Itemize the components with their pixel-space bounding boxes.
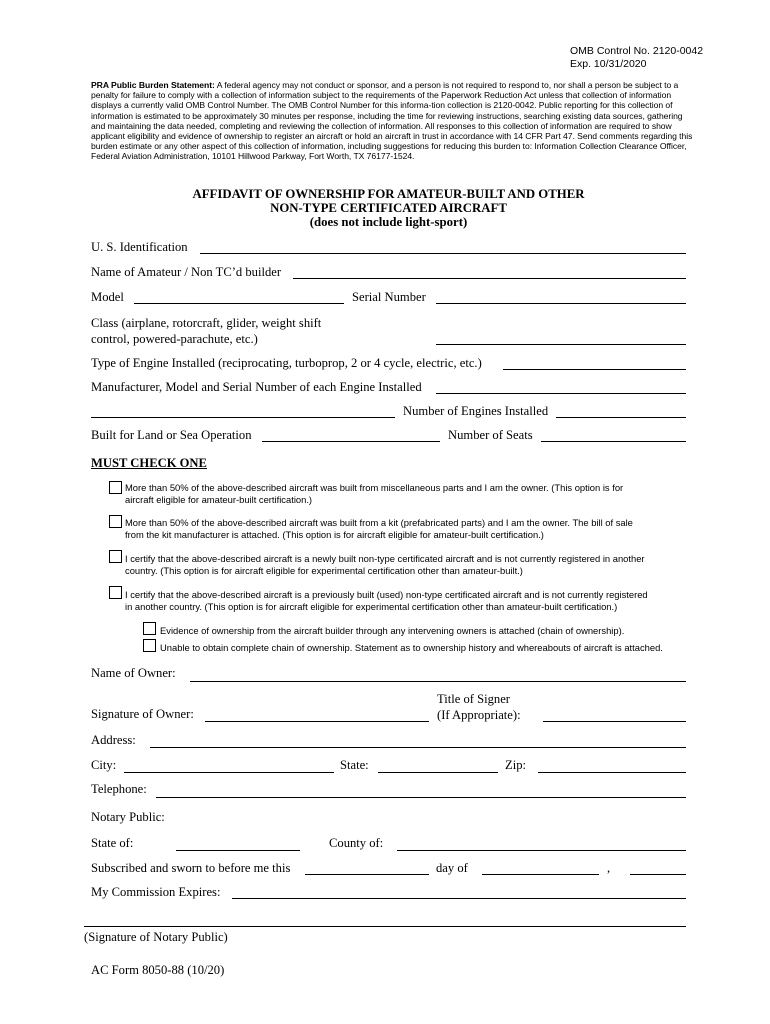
chain-of-ownership-text: Evidence of ownership from the aircraft builder through any intervening owners is attached (chain of ownership). [160, 625, 625, 636]
number-of-engines-label: Number of Engines Installed [403, 404, 549, 418]
notary-state-label: State of: [91, 836, 134, 850]
form-number: AC Form 8050-88 (10/20) [91, 963, 225, 977]
commission-expires-label: My Commission Expires: [91, 885, 221, 899]
number-of-engines-field[interactable] [556, 417, 686, 418]
notary-public-label: Notary Public: [91, 810, 165, 824]
incomplete-chain-checkbox[interactable] [143, 639, 156, 652]
builder-name-field[interactable] [293, 278, 686, 279]
option-1-line-2: aircraft eligible for amateur-built certification.) [125, 494, 313, 505]
zip-label: Zip: [505, 758, 526, 772]
day-of-label: day of [436, 861, 468, 875]
notary-state-field[interactable] [176, 850, 300, 851]
number-of-seats-field[interactable] [541, 441, 686, 442]
us-identification-label: U. S. Identification [91, 240, 188, 254]
pra-body: A federal agency may not conduct or sponsor, and a person is not required to respond to, nor shall a person be subject to a penalty for failure to comply with a collection of information subject to the requirements of the Paperwork Reduction Act unless that collection of information displays a currently valid OMB Control Number. The OMB Control Number for this informa-tion collection is 2120-0042. Public reporting for this collection of information is estimated to be approximately 30 minutes per response, including the time for reviewing instructions, searching existing data sources, gathering and maintaining the data needed, completing and reviewing the collection of information. All responses to this collection of information are required to show applicant eligibility and evidence of ownership to register an aircraft or hold an aircraft in trust in accordance with 14 CFR Part 47. Send comments regarding this burden estimate or any other aspect of this collection of information, including suggestions for reducing this burden to: Information Collection Clearance Officer, Federal Aviation Administration, 10101 Hillwood Parkway, Fort Worth, TX 76177-1524. [91, 80, 693, 162]
option-3-line-2: country. (This option is for aircraft eligible for experimental certification other than amateur-built.) [125, 565, 523, 576]
option-4-text [125, 589, 648, 613]
us-identification-field[interactable] [200, 253, 686, 254]
address-field[interactable] [150, 747, 686, 748]
builder-name-label: Name of Amateur / Non TC’d builder [91, 265, 282, 279]
title-line-2: NON-TYPE CERTIFICATED AIRCRAFT [270, 201, 507, 215]
title-of-signer-label: Title of Signer [437, 692, 511, 706]
option-3-text [125, 553, 645, 577]
option-2-checkbox[interactable] [109, 515, 122, 528]
owner-signature-label: Signature of Owner: [91, 707, 194, 721]
subscribed-day-field[interactable] [305, 874, 429, 875]
pra-statement [91, 80, 696, 162]
option-1-line-1: More than 50% of the above-described aircraft was built from miscellaneous parts and I am the owner. (This option is for [125, 482, 624, 493]
address-label: Address: [91, 733, 136, 747]
built-for-label: Built for Land or Sea Operation [91, 428, 252, 442]
option-2-line-2: from the kit manufacturer is attached. (This option is for aircraft eligible for amateur-built certification.) [125, 529, 544, 540]
city-field[interactable] [124, 772, 334, 773]
serial-number-label: Serial Number [352, 290, 426, 304]
omb-control-number: OMB Control No. 2120-0042 [570, 45, 704, 57]
option-1-text [125, 482, 623, 506]
engine-manufacturer-field[interactable] [436, 393, 686, 394]
commission-expires-field[interactable] [232, 898, 686, 899]
subscribed-label: Subscribed and sworn to before me this [91, 861, 291, 875]
engine-manufacturer-label: Manufacturer, Model and Serial Number of each Engine Installed [91, 380, 422, 394]
built-for-field[interactable] [262, 441, 440, 442]
if-appropriate-label: (If Appropriate): [437, 708, 521, 722]
notary-signature-line[interactable] [84, 926, 686, 927]
incomplete-chain-text: Unable to obtain complete chain of ownership. Statement as to ownership history and whereabouts of aircraft is attached. [160, 642, 663, 653]
owner-name-field[interactable] [190, 681, 686, 682]
chain-of-ownership-checkbox[interactable] [143, 622, 156, 635]
telephone-field[interactable] [156, 797, 686, 798]
title-of-signer-field[interactable] [543, 721, 686, 722]
state-label: State: [340, 758, 369, 772]
form-title [91, 187, 686, 229]
class-field[interactable] [436, 344, 686, 345]
number-of-seats-label: Number of Seats [448, 428, 533, 442]
owner-signature-field[interactable] [205, 721, 429, 722]
county-field[interactable] [397, 850, 686, 851]
state-field[interactable] [378, 772, 498, 773]
date-comma: , [607, 861, 611, 875]
option-3-checkbox[interactable] [109, 550, 122, 563]
option-4-line-2: in another country. (This option is for aircraft eligible for experimental certification other than amateur-built certification.) [125, 601, 618, 612]
city-label: City: [91, 758, 117, 772]
owner-name-label: Name of Owner: [91, 666, 176, 680]
notary-signature-label: (Signature of Notary Public) [84, 930, 228, 944]
engine-type-field[interactable] [503, 369, 686, 370]
omb-expiration: Exp. 10/31/2020 [570, 58, 647, 70]
title-line-3: (does not include light-sport) [309, 215, 468, 229]
omb-block [570, 45, 703, 71]
subscribed-month-field[interactable] [482, 874, 599, 875]
serial-number-field[interactable] [436, 303, 686, 304]
must-check-one-heading: MUST CHECK ONE [91, 456, 207, 470]
model-field[interactable] [134, 303, 344, 304]
option-2-text [125, 517, 633, 541]
subscribed-year-field[interactable] [630, 874, 686, 875]
engine-type-label: Type of Engine Installed (reciprocating, turboprop, 2 or 4 cycle, electric, etc.) [91, 356, 482, 370]
option-2-line-1: More than 50% of the above-described aircraft was built from a kit (prefabricated parts) and I am the owner. The bill of sale [125, 517, 633, 528]
model-label: Model [91, 290, 124, 304]
title-line-1: AFFIDAVIT OF OWNERSHIP FOR AMATEUR-BUILT AND OTHER [192, 187, 585, 201]
telephone-label: Telephone: [91, 782, 147, 796]
pra-heading: PRA Public Burden Statement: [91, 80, 215, 90]
class-label-line-2: control, powered-parachute, etc.) [91, 332, 258, 346]
option-3-line-1: I certify that the above-described aircraft is a newly built non-type certificated aircraft and is not currently registered in another [125, 553, 645, 564]
option-4-checkbox[interactable] [109, 586, 122, 599]
county-label: County of: [329, 836, 384, 850]
option-4-line-1: I certify that the above-described aircraft is a previously built (used) non-type certificated aircraft and is not currently registered [125, 589, 648, 600]
option-1-checkbox[interactable] [109, 481, 122, 494]
zip-field[interactable] [538, 772, 686, 773]
class-label-line-1: Class (airplane, rotorcraft, glider, weight shift [91, 316, 322, 330]
engine-manufacturer-field-continued[interactable] [91, 417, 395, 418]
